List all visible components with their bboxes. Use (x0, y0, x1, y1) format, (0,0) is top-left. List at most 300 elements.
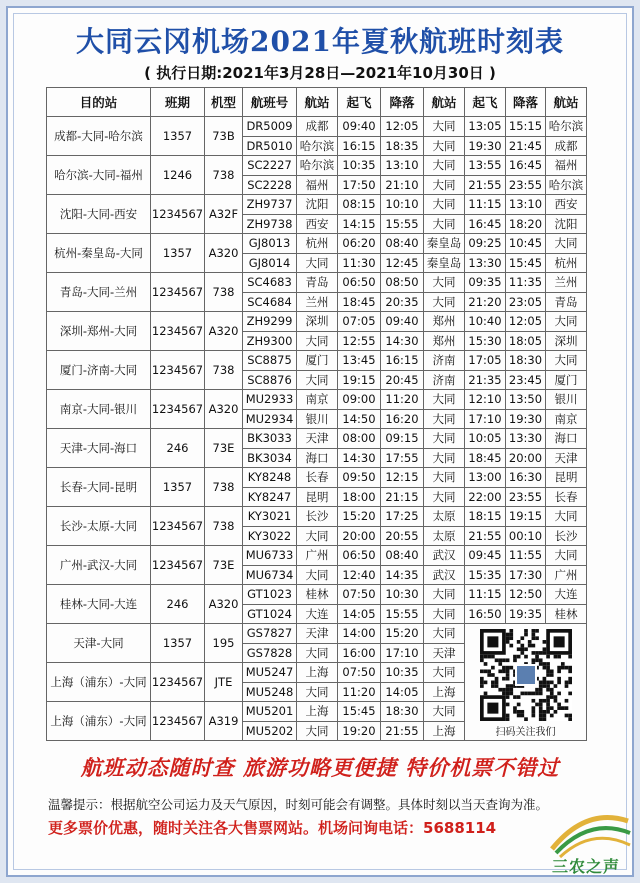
schedule-cell: 大同 (424, 273, 465, 293)
page-subtitle: ( 执行日期:2021年3月28日—2021年10月30日 ) (144, 64, 496, 82)
schedule-cell: 大同 (297, 253, 338, 273)
days-cell: 1234567 (151, 273, 205, 312)
schedule-cell: 09:00 (338, 390, 381, 410)
schedule-cell: 19:20 (338, 721, 381, 741)
schedule-cell: 杭州 (297, 234, 338, 254)
aircraft-cell: 195 (205, 624, 243, 663)
schedule-cell: 15:55 (381, 604, 424, 624)
schedule-cell: 14:35 (381, 565, 424, 585)
flight-number-cell: MU2933 (243, 390, 297, 410)
schedule-cell: 南京 (546, 409, 587, 429)
schedule-cell: 11:15 (465, 585, 506, 605)
schedule-cell: 21:20 (465, 292, 506, 312)
days-cell: 1357 (151, 117, 205, 156)
schedule-cell: 19:15 (338, 370, 381, 390)
schedule-cell: 07:50 (338, 663, 381, 683)
schedule-cell: 上海 (297, 702, 338, 722)
schedule-cell: 天津 (297, 624, 338, 644)
schedule-cell: 昆明 (546, 468, 587, 488)
schedule-cell: 大同 (424, 292, 465, 312)
flight-number-cell: MU5202 (243, 721, 297, 741)
schedule-cell: 14:05 (381, 682, 424, 702)
schedule-cell: 长春 (297, 468, 338, 488)
schedule-cell: 19:30 (465, 136, 506, 156)
schedule-cell: 大同 (424, 702, 465, 722)
schedule-cell: 15:45 (506, 253, 546, 273)
schedule-cell: 07:05 (338, 312, 381, 332)
schedule-cell: 19:30 (506, 409, 546, 429)
schedule-cell: 大同 (297, 526, 338, 546)
schedule-cell: 沈阳 (546, 214, 587, 234)
table-row (47, 390, 587, 410)
schedule-cell: 秦皇岛 (424, 253, 465, 273)
schedule-cell: 14:15 (338, 214, 381, 234)
schedule-cell: 西安 (546, 195, 587, 215)
schedule-cell: 大同 (297, 682, 338, 702)
flight-number-cell: GT1024 (243, 604, 297, 624)
schedule-cell: 16:50 (465, 604, 506, 624)
table-row (47, 117, 587, 137)
flight-number-cell: MU5247 (243, 663, 297, 683)
aircraft-cell: JTE (205, 663, 243, 702)
schedule-cell: 银川 (546, 390, 587, 410)
schedule-cell: 12:10 (465, 390, 506, 410)
schedule-cell: 昆明 (297, 487, 338, 507)
schedule-cell: 成都 (546, 136, 587, 156)
schedule-cell: 大同 (424, 468, 465, 488)
schedule-cell: 大同 (424, 663, 465, 683)
schedule-cell: 16:00 (338, 643, 381, 663)
schedule-cell: 桂林 (297, 585, 338, 605)
flight-number-cell: MU5201 (243, 702, 297, 722)
aircraft-cell: 738 (205, 468, 243, 507)
schedule-cell: 大连 (297, 604, 338, 624)
table-row (47, 624, 587, 644)
schedule-cell: 18:20 (506, 214, 546, 234)
schedule-cell: 大同 (424, 409, 465, 429)
route-cell: 南京-大同-银川 (47, 390, 151, 429)
schedule-cell: 厦门 (297, 351, 338, 371)
route-cell: 长春-大同-昆明 (47, 468, 151, 507)
schedule-cell: 08:15 (338, 195, 381, 215)
schedule-cell: 大同 (297, 643, 338, 663)
schedule-cell: 长春 (546, 487, 587, 507)
schedule-cell: 10:40 (465, 312, 506, 332)
schedule-cell: 16:15 (381, 351, 424, 371)
table-row (47, 156, 587, 176)
flight-number-cell: GJ8013 (243, 234, 297, 254)
schedule-cell: 13:50 (506, 390, 546, 410)
schedule-cell: 09:40 (338, 117, 381, 137)
column-header: 降落 (506, 88, 546, 117)
schedule-cell: 大同 (424, 604, 465, 624)
schedule-cell: 济南 (424, 370, 465, 390)
watermark-text: 三农之声 (552, 857, 621, 876)
schedule-cell: 09:50 (338, 468, 381, 488)
days-cell: 246 (151, 429, 205, 468)
flight-number-cell: KY3022 (243, 526, 297, 546)
schedule-cell: 09:15 (381, 429, 424, 449)
schedule-cell: 10:45 (506, 234, 546, 254)
schedule-cell: 17:55 (381, 448, 424, 468)
flight-number-cell: GS7827 (243, 624, 297, 644)
schedule-cell: 14:30 (338, 448, 381, 468)
schedule-cell: 哈尔滨 (297, 156, 338, 176)
schedule-cell: 17:25 (381, 507, 424, 527)
schedule-cell: 21:45 (506, 136, 546, 156)
schedule-cell: 12:05 (381, 117, 424, 137)
schedule-cell: 海口 (297, 448, 338, 468)
schedule-cell: 14:30 (381, 331, 424, 351)
schedule-cell: 08:50 (381, 273, 424, 293)
schedule-cell: 大同 (424, 195, 465, 215)
schedule-cell: 15:55 (381, 214, 424, 234)
schedule-cell: 13:45 (338, 351, 381, 371)
schedule-cell: 18:15 (465, 507, 506, 527)
schedule-cell: 成都 (297, 117, 338, 137)
schedule-cell: 大同 (546, 351, 587, 371)
warm-tip: 温馨提示：根据航空公司运力及天气原因，时刻可能会有调整。具体时刻以当天查询为准。 (48, 797, 549, 812)
qr-caption: 扫码关注我们 (495, 726, 556, 738)
schedule-cell: 11:20 (381, 390, 424, 410)
schedule-cell: 13:00 (465, 468, 506, 488)
table-row (47, 468, 587, 488)
schedule-cell: 桂林 (546, 604, 587, 624)
schedule-cell: 12:05 (506, 312, 546, 332)
schedule-cell: 21:35 (465, 370, 506, 390)
schedule-cell: 银川 (297, 409, 338, 429)
schedule-cell: 13:10 (381, 156, 424, 176)
route-cell: 长沙-太原-大同 (47, 507, 151, 546)
schedule-cell: 秦皇岛 (424, 234, 465, 254)
schedule-cell: 20:00 (338, 526, 381, 546)
schedule-cell: 哈尔滨 (546, 117, 587, 137)
schedule-cell: 大同 (546, 507, 587, 527)
schedule-cell: 武汉 (424, 546, 465, 566)
schedule-cell: 08:00 (338, 429, 381, 449)
schedule-cell: 大同 (424, 117, 465, 137)
schedule-cell: 上海 (424, 721, 465, 741)
schedule-cell: 福州 (546, 156, 587, 176)
flight-number-cell: KY3021 (243, 507, 297, 527)
schedule-cell: 大同 (546, 312, 587, 332)
column-header: 目的站 (47, 88, 151, 117)
schedule-cell: 大同 (424, 175, 465, 195)
table-row (47, 234, 587, 254)
table-row (47, 351, 587, 371)
wheat-logo-icon (546, 803, 632, 859)
route-cell: 杭州-秦皇岛-大同 (47, 234, 151, 273)
schedule-cell: 06:50 (338, 273, 381, 293)
schedule-cell: 太原 (424, 526, 465, 546)
flight-number-cell: GJ8014 (243, 253, 297, 273)
table-row (47, 507, 587, 527)
qr-code-icon[interactable] (480, 629, 572, 721)
table-row (47, 546, 587, 566)
schedule-cell: 21:55 (381, 721, 424, 741)
days-cell: 1246 (151, 156, 205, 195)
flight-number-cell: ZH9299 (243, 312, 297, 332)
watermark-logo (546, 803, 632, 879)
flight-number-cell: MU6733 (243, 546, 297, 566)
schedule-cell: 06:20 (338, 234, 381, 254)
route-cell: 上海（浦东）-大同 (47, 663, 151, 702)
schedule-cell: 15:15 (506, 117, 546, 137)
schedule-cell: 10:30 (381, 585, 424, 605)
schedule-cell: 23:55 (506, 487, 546, 507)
schedule-cell: 07:50 (338, 585, 381, 605)
schedule-cell: 17:10 (465, 409, 506, 429)
schedule-cell: 16:20 (381, 409, 424, 429)
schedule-cell: 12:50 (506, 585, 546, 605)
table-row (47, 273, 587, 293)
schedule-cell: 长沙 (546, 526, 587, 546)
schedule-cell: 21:10 (381, 175, 424, 195)
schedule-cell: 兰州 (546, 273, 587, 293)
schedule-cell: 哈尔滨 (546, 175, 587, 195)
aircraft-cell: 738 (205, 156, 243, 195)
schedule-cell: 武汉 (424, 565, 465, 585)
schedule-cell: 11:20 (338, 682, 381, 702)
days-cell: 1234567 (151, 507, 205, 546)
flight-number-cell: MU5248 (243, 682, 297, 702)
schedule-cell: 12:55 (338, 331, 381, 351)
schedule-cell: 18:05 (506, 331, 546, 351)
table-row (47, 312, 587, 332)
schedule-cell: 青岛 (297, 273, 338, 293)
schedule-cell: 15:35 (465, 565, 506, 585)
schedule-cell: 13:05 (465, 117, 506, 137)
aircraft-cell: 738 (205, 351, 243, 390)
promo-line: 更多票价优惠，随时关注各大售票网站。机场问询电话：5688114 (48, 819, 497, 837)
column-header: 航站 (297, 88, 338, 117)
schedule-cell: 大同 (424, 214, 465, 234)
schedule-cell: 大同 (297, 565, 338, 585)
schedule-cell: 济南 (424, 351, 465, 371)
flight-number-cell: KY8248 (243, 468, 297, 488)
schedule-cell: 15:45 (338, 702, 381, 722)
schedule-cell: 深圳 (546, 331, 587, 351)
schedule-cell: 大同 (297, 331, 338, 351)
days-cell: 1357 (151, 468, 205, 507)
table-row (47, 585, 587, 605)
schedule-cell: 10:35 (338, 156, 381, 176)
schedule-cell: 18:30 (506, 351, 546, 371)
schedule-cell: 06:50 (338, 546, 381, 566)
schedule-cell: 20:45 (381, 370, 424, 390)
schedule-cell: 14:05 (338, 604, 381, 624)
schedule-cell: 10:35 (381, 663, 424, 683)
column-header: 降落 (381, 88, 424, 117)
flight-number-cell: SC8875 (243, 351, 297, 371)
column-header: 航站 (424, 88, 465, 117)
flight-number-cell: SC4684 (243, 292, 297, 312)
schedule-cell: 12:40 (338, 565, 381, 585)
schedule-cell: 09:35 (465, 273, 506, 293)
page-title: 大同云冈机场2021年夏秋航班时刻表 (76, 25, 564, 58)
days-cell: 1234567 (151, 312, 205, 351)
schedule-cell: 长沙 (297, 507, 338, 527)
schedule-cell: 12:45 (381, 253, 424, 273)
flight-number-cell: MU2934 (243, 409, 297, 429)
schedule-cell: 大同 (546, 234, 587, 254)
flight-schedule-table (46, 87, 587, 741)
aircraft-cell: A32F (205, 195, 243, 234)
schedule-cell: 天津 (297, 429, 338, 449)
schedule-cell: 13:55 (465, 156, 506, 176)
schedule-cell: 09:25 (465, 234, 506, 254)
column-header: 航站 (546, 88, 587, 117)
days-cell: 246 (151, 585, 205, 624)
route-cell: 天津-大同-海口 (47, 429, 151, 468)
schedule-cell: 深圳 (297, 312, 338, 332)
aircraft-cell: A320 (205, 390, 243, 429)
schedule-cell: 上海 (297, 663, 338, 683)
schedule-cell: 天津 (424, 643, 465, 663)
schedule-cell: 21:15 (381, 487, 424, 507)
flight-number-cell: SC2227 (243, 156, 297, 176)
schedule-cell: 兰州 (297, 292, 338, 312)
schedule-cell: 17:10 (381, 643, 424, 663)
flight-number-cell: DR5009 (243, 117, 297, 137)
table-row (47, 195, 587, 215)
route-cell: 深圳-郑州-大同 (47, 312, 151, 351)
schedule-cell: 福州 (297, 175, 338, 195)
schedule-cell: 00:10 (506, 526, 546, 546)
flight-number-cell: BK3033 (243, 429, 297, 449)
schedule-cell: 15:20 (381, 624, 424, 644)
flight-number-cell: KY8247 (243, 487, 297, 507)
schedule-cell: 12:15 (381, 468, 424, 488)
schedule-cell: 20:00 (506, 448, 546, 468)
flight-number-cell: SC8876 (243, 370, 297, 390)
schedule-cell: 海口 (546, 429, 587, 449)
schedule-cell: 大同 (297, 370, 338, 390)
schedule-cell: 大同 (424, 390, 465, 410)
schedule-cell: 09:45 (465, 546, 506, 566)
schedule-cell: 11:35 (506, 273, 546, 293)
aircraft-cell: 738 (205, 273, 243, 312)
schedule-cell: 09:40 (381, 312, 424, 332)
schedule-cell: 大同 (546, 546, 587, 566)
schedule-cell: 青岛 (546, 292, 587, 312)
schedule-cell: 13:30 (506, 429, 546, 449)
flight-number-cell: BK3034 (243, 448, 297, 468)
aircraft-cell: 73E (205, 546, 243, 585)
table-header-row (47, 88, 587, 117)
schedule-cell: 15:30 (465, 331, 506, 351)
route-cell: 桂林-大同-大连 (47, 585, 151, 624)
schedule-cell: 上海 (424, 682, 465, 702)
days-cell: 1234567 (151, 663, 205, 702)
schedule-cell: 17:05 (465, 351, 506, 371)
schedule-cell: 哈尔滨 (297, 136, 338, 156)
schedule-cell: 沈阳 (297, 195, 338, 215)
table-row (47, 429, 587, 449)
route-cell: 广州-武汉-大同 (47, 546, 151, 585)
days-cell: 1234567 (151, 702, 205, 741)
schedule-cell: 14:50 (338, 409, 381, 429)
schedule-cell: 22:00 (465, 487, 506, 507)
schedule-cell: 大同 (297, 721, 338, 741)
schedule-cell: 21:55 (465, 175, 506, 195)
schedule-cell: 郑州 (424, 331, 465, 351)
schedule-cell: 18:45 (465, 448, 506, 468)
schedule-cell: 08:40 (381, 546, 424, 566)
schedule-cell: 西安 (297, 214, 338, 234)
flight-number-cell: SC2228 (243, 175, 297, 195)
schedule-cell: 17:30 (506, 565, 546, 585)
schedule-cell: 广州 (297, 546, 338, 566)
flight-number-cell: DR5010 (243, 136, 297, 156)
days-cell: 1234567 (151, 546, 205, 585)
schedule-cell: 18:35 (381, 136, 424, 156)
route-cell: 沈阳-大同-西安 (47, 195, 151, 234)
days-cell: 1234567 (151, 195, 205, 234)
aircraft-cell: A319 (205, 702, 243, 741)
schedule-cell: 大同 (424, 487, 465, 507)
schedule-cell: 08:40 (381, 234, 424, 254)
schedule-cell: 14:00 (338, 624, 381, 644)
flight-number-cell: ZH9737 (243, 195, 297, 215)
column-header: 起飞 (465, 88, 506, 117)
schedule-cell: 大同 (424, 585, 465, 605)
days-cell: 1357 (151, 624, 205, 663)
schedule-cell: 18:45 (338, 292, 381, 312)
schedule-cell: 南京 (297, 390, 338, 410)
schedule-cell: 大同 (424, 136, 465, 156)
column-header: 班期 (151, 88, 205, 117)
schedule-cell: 16:45 (465, 214, 506, 234)
column-header: 机型 (205, 88, 243, 117)
schedule-cell: 16:30 (506, 468, 546, 488)
schedule-cell: 11:15 (465, 195, 506, 215)
schedule-cell: 23:05 (506, 292, 546, 312)
schedule-cell: 杭州 (546, 253, 587, 273)
schedule-cell: 23:45 (506, 370, 546, 390)
slogan: 航班动态随时查 旅游功略更便捷 特价机票不错过 (80, 755, 560, 780)
flight-number-cell: GT1023 (243, 585, 297, 605)
schedule-cell: 10:05 (465, 429, 506, 449)
schedule-cell: 大同 (424, 156, 465, 176)
aircraft-cell: 73B (205, 117, 243, 156)
schedule-cell: 大同 (424, 624, 465, 644)
schedule-cell: 16:45 (506, 156, 546, 176)
schedule-cell: 20:55 (381, 526, 424, 546)
days-cell: 1357 (151, 234, 205, 273)
aircraft-cell: 73E (205, 429, 243, 468)
schedule-cell: 20:35 (381, 292, 424, 312)
schedule-cell: 11:55 (506, 546, 546, 566)
aircraft-cell: A320 (205, 585, 243, 624)
schedule-cell: 23:55 (506, 175, 546, 195)
column-header: 起飞 (338, 88, 381, 117)
schedule-cell: 大同 (424, 448, 465, 468)
route-cell: 上海（浦东）-大同 (47, 702, 151, 741)
flight-number-cell: GS7828 (243, 643, 297, 663)
schedule-cell: 10:10 (381, 195, 424, 215)
schedule-cell: 11:30 (338, 253, 381, 273)
schedule-cell: 厦门 (546, 370, 587, 390)
route-cell: 厦门-济南-大同 (47, 351, 151, 390)
schedule-cell: 17:50 (338, 175, 381, 195)
route-cell: 成都-大同-哈尔滨 (47, 117, 151, 156)
route-cell: 哈尔滨-大同-福州 (47, 156, 151, 195)
flight-number-cell: ZH9300 (243, 331, 297, 351)
schedule-cell: 13:10 (506, 195, 546, 215)
schedule-cell: 大同 (424, 429, 465, 449)
schedule-cell: 15:20 (338, 507, 381, 527)
